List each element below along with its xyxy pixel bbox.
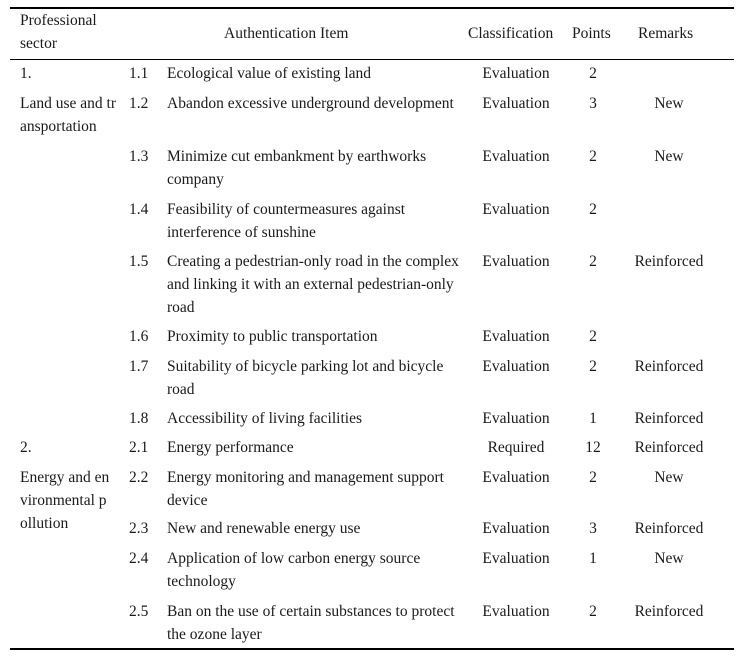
header-classification: Classification — [468, 25, 554, 42]
item-classification: Evaluation — [482, 148, 550, 165]
item-classification: Evaluation — [482, 358, 550, 375]
item-text: New and renewable energy use — [167, 520, 361, 537]
item-remarks: New — [654, 148, 684, 165]
sector-name: Energy and environmental pollution — [20, 469, 110, 532]
item-classification: Evaluation — [482, 95, 550, 112]
item-text: Abandon excessive underground development — [167, 95, 454, 112]
item-text: Suitability of bicycle parking lot and bicycle road — [167, 358, 444, 398]
item-remarks: Reinforced — [634, 603, 704, 620]
item-classification: Evaluation — [482, 520, 550, 537]
item-points: 1 — [589, 410, 597, 427]
item-points: 3 — [589, 95, 597, 112]
item-points: 2 — [589, 201, 597, 218]
item-number: 2.2 — [129, 469, 149, 486]
item-classification: Evaluation — [482, 410, 550, 427]
sector-name: Land use and transportation — [20, 95, 116, 135]
item-points: 3 — [589, 520, 597, 537]
item-text: Accessibility of living facilities — [167, 410, 362, 427]
item-number: 1.7 — [129, 358, 149, 375]
item-classification: Evaluation — [482, 253, 550, 270]
item-remarks: Reinforced — [634, 253, 704, 270]
item-classification: Required — [487, 439, 545, 456]
item-remarks: Reinforced — [634, 520, 704, 537]
item-text: Feasibility of countermeasures against interference of sunshine — [167, 201, 406, 241]
item-text: Energy monitoring and management support device — [167, 469, 444, 509]
item-text: Application of low carbon energy source technology — [167, 550, 421, 590]
sector-number: 2. — [20, 439, 32, 456]
item-points: 2 — [589, 603, 597, 620]
sector-number: 1. — [20, 65, 32, 82]
item-classification: Evaluation — [482, 469, 550, 486]
item-classification: Evaluation — [482, 550, 550, 567]
item-points: 2 — [589, 253, 597, 270]
item-remarks: Reinforced — [634, 358, 704, 375]
item-remarks: New — [654, 550, 684, 567]
item-points: 12 — [585, 439, 601, 456]
item-points: 2 — [589, 469, 597, 486]
item-number: 1.5 — [129, 253, 149, 270]
item-points: 2 — [589, 65, 597, 82]
item-classification: Evaluation — [482, 603, 550, 620]
item-number: 1.6 — [129, 328, 149, 345]
item-points: 1 — [589, 550, 597, 567]
header-points: Points — [572, 25, 611, 42]
item-remarks: New — [654, 469, 684, 486]
item-number: 2.5 — [129, 603, 149, 620]
item-text: Minimize cut embankment by earthworks company — [167, 148, 427, 188]
item-remarks: Reinforced — [634, 439, 704, 456]
item-number: 1.2 — [129, 95, 149, 112]
item-text: Proximity to public transportation — [167, 328, 378, 345]
item-classification: Evaluation — [482, 328, 550, 345]
header-item: Authentication Item — [224, 25, 349, 42]
item-number: 1.8 — [129, 410, 149, 427]
item-number: 1.3 — [129, 148, 149, 165]
item-text: Ban on the use of certain substances to protect the ozone layer — [167, 603, 455, 643]
item-number: 2.4 — [129, 550, 149, 567]
item-number: 1.1 — [129, 65, 149, 82]
item-points: 2 — [589, 148, 597, 165]
item-points: 2 — [589, 328, 597, 345]
item-text: Energy performance — [167, 439, 294, 456]
item-number: 2.3 — [129, 520, 149, 537]
item-text: Creating a pedestrian-only road in the complex and linking it with an external pedestrian-only road — [167, 253, 459, 316]
bottom-rule — [10, 648, 734, 650]
header-sector: Professional sector — [20, 12, 97, 52]
item-number: 2.1 — [129, 439, 149, 456]
header-remarks: Remarks — [638, 25, 694, 42]
item-points: 2 — [589, 358, 597, 375]
item-classification: Evaluation — [482, 201, 550, 218]
item-text: Ecological value of existing land — [167, 65, 372, 82]
header-rule — [10, 59, 734, 60]
item-remarks: Reinforced — [634, 410, 704, 427]
item-remarks: New — [654, 95, 684, 112]
item-classification: Evaluation — [482, 65, 550, 82]
item-number: 1.4 — [129, 201, 149, 218]
